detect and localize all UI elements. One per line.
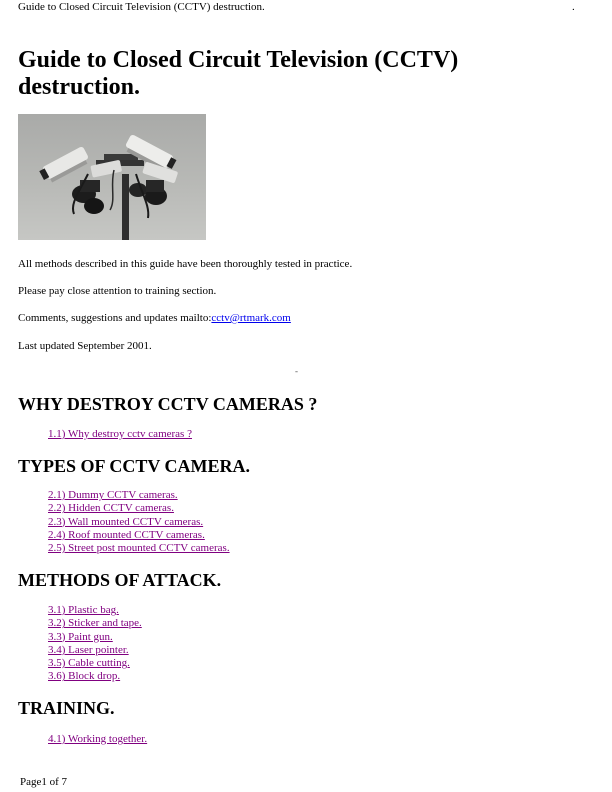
intro-contact (18, 312, 291, 324)
running-header-title: Guide to Closed Circuit Television (CCTV) destruction. (18, 1, 265, 13)
toc-list-training (48, 733, 147, 746)
list-item (48, 617, 142, 630)
toc-link[interactable]: 1.1) Why destroy cctv cameras ? (48, 428, 192, 440)
running-header-mark: . (572, 1, 575, 13)
email-link[interactable]: cctv@rtmark.com (211, 312, 291, 324)
toc-list-methods (48, 604, 142, 684)
list-item (48, 428, 192, 441)
list-item (48, 670, 142, 683)
toc-link[interactable]: 3.2) Sticker and tape. (48, 617, 142, 630)
toc-link[interactable]: 2.2) Hidden CCTV cameras. (48, 502, 174, 515)
toc-link[interactable]: 3.6) Block drop. (48, 670, 121, 683)
section-heading-methods: METHODS OF ATTACK. (18, 570, 222, 590)
list-item (48, 489, 230, 502)
toc-list-why (48, 428, 192, 441)
divider-mark: - (295, 366, 298, 376)
toc-link[interactable]: 3.5) Cable cutting. (48, 657, 130, 670)
section-heading-training: TRAINING. (18, 698, 115, 718)
list-item (48, 733, 147, 746)
contact-prefix: Comments, suggestions and updates mailto: (18, 312, 212, 324)
toc-link[interactable]: 2.3) Wall mounted CCTV cameras. (48, 515, 204, 528)
list-item (48, 529, 230, 542)
intro-updated: Last updated September 2001. (18, 340, 152, 352)
intro-tested: All methods described in this guide have been thoroughly tested in practice. (18, 258, 353, 270)
page-title: Guide to Closed Circuit Television (CCTV) destruction. (18, 47, 459, 100)
toc-link[interactable]: 2.5) Street post mounted CCTV cameras. (48, 542, 230, 555)
toc-link[interactable]: 3.3) Paint gun. (48, 630, 113, 643)
toc-link[interactable]: 4.1) Working together. (48, 733, 148, 745)
toc-link[interactable]: 3.1) Plastic bag. (48, 604, 119, 616)
cctv-cameras-photo (18, 114, 206, 240)
intro-training-note: Please pay close attention to training section. (18, 285, 217, 297)
section-heading-types: TYPES OF CCTV CAMERA. (18, 456, 251, 476)
list-item (48, 502, 230, 515)
list-item (48, 516, 230, 529)
cctv-cameras-icon (18, 114, 206, 240)
toc-link[interactable]: 3.4) Laser pointer. (48, 643, 129, 656)
list-item (48, 644, 142, 657)
toc-list-types (48, 489, 230, 555)
list-item (48, 604, 142, 617)
section-heading-why: WHY DESTROY CCTV CAMERAS ? (18, 394, 318, 414)
list-item (48, 542, 230, 555)
list-item (48, 631, 142, 644)
toc-link[interactable]: 2.4) Roof mounted CCTV cameras. (48, 528, 205, 541)
list-item (48, 657, 142, 670)
toc-link[interactable]: 2.1) Dummy CCTV cameras. (48, 489, 178, 501)
page-number: Page1 of 7 (20, 776, 68, 788)
